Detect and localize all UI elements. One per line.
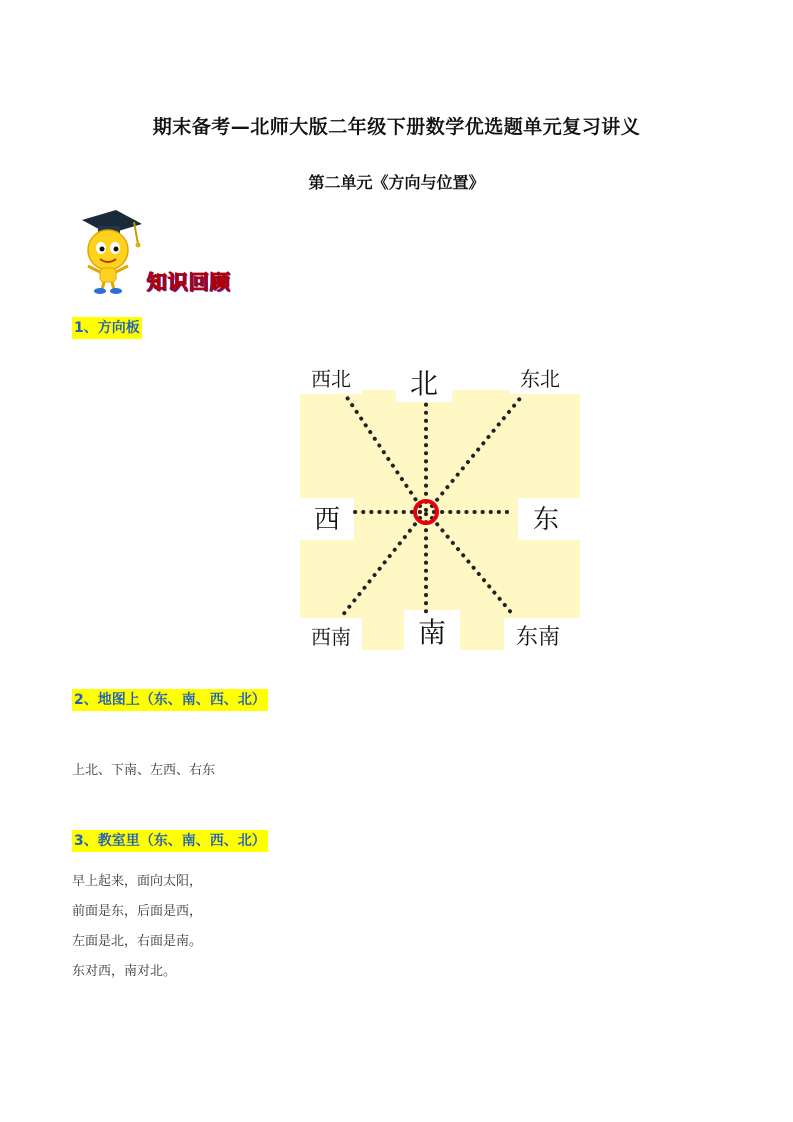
- graduate-mascot-icon: [72, 208, 152, 294]
- unit-subtitle: 第二单元《方向与位置》: [308, 173, 485, 192]
- document-title: 期末备考—北师大版二年级下册数学优选题单元复习讲义: [152, 116, 641, 138]
- label-northwest: 西北: [311, 367, 351, 391]
- map-directions-text: 上北、下南、左西、右东: [72, 763, 216, 778]
- section-heading-direction-board: 1、方向板: [72, 317, 142, 339]
- label-north: 北: [409, 367, 439, 400]
- section-heading-in-classroom: 3、教室里（东、南、西、北）: [72, 830, 268, 852]
- rhyme-line: 左面是北，右面是南。: [72, 934, 203, 949]
- label-south: 南: [417, 616, 447, 649]
- label-southeast: 东南: [515, 625, 561, 650]
- rhyme-line: 东对西，南对北。: [72, 964, 177, 979]
- label-west: 西: [313, 505, 341, 535]
- label-northeast: 东北: [520, 367, 560, 391]
- knowledge-review-label: 知识回顾: [147, 270, 231, 294]
- direction-board-diagram: [300, 360, 580, 652]
- section-heading-on-map: 2、地图上（东、南、西、北）: [72, 689, 268, 711]
- classroom-rhyme: [72, 872, 202, 992]
- rhyme-line: 前面是东，后面是西，: [72, 904, 203, 919]
- label-southwest: 西南: [311, 625, 351, 649]
- label-east: 东: [532, 505, 560, 535]
- rhyme-line: 早上起来，面向太阳，: [72, 874, 203, 889]
